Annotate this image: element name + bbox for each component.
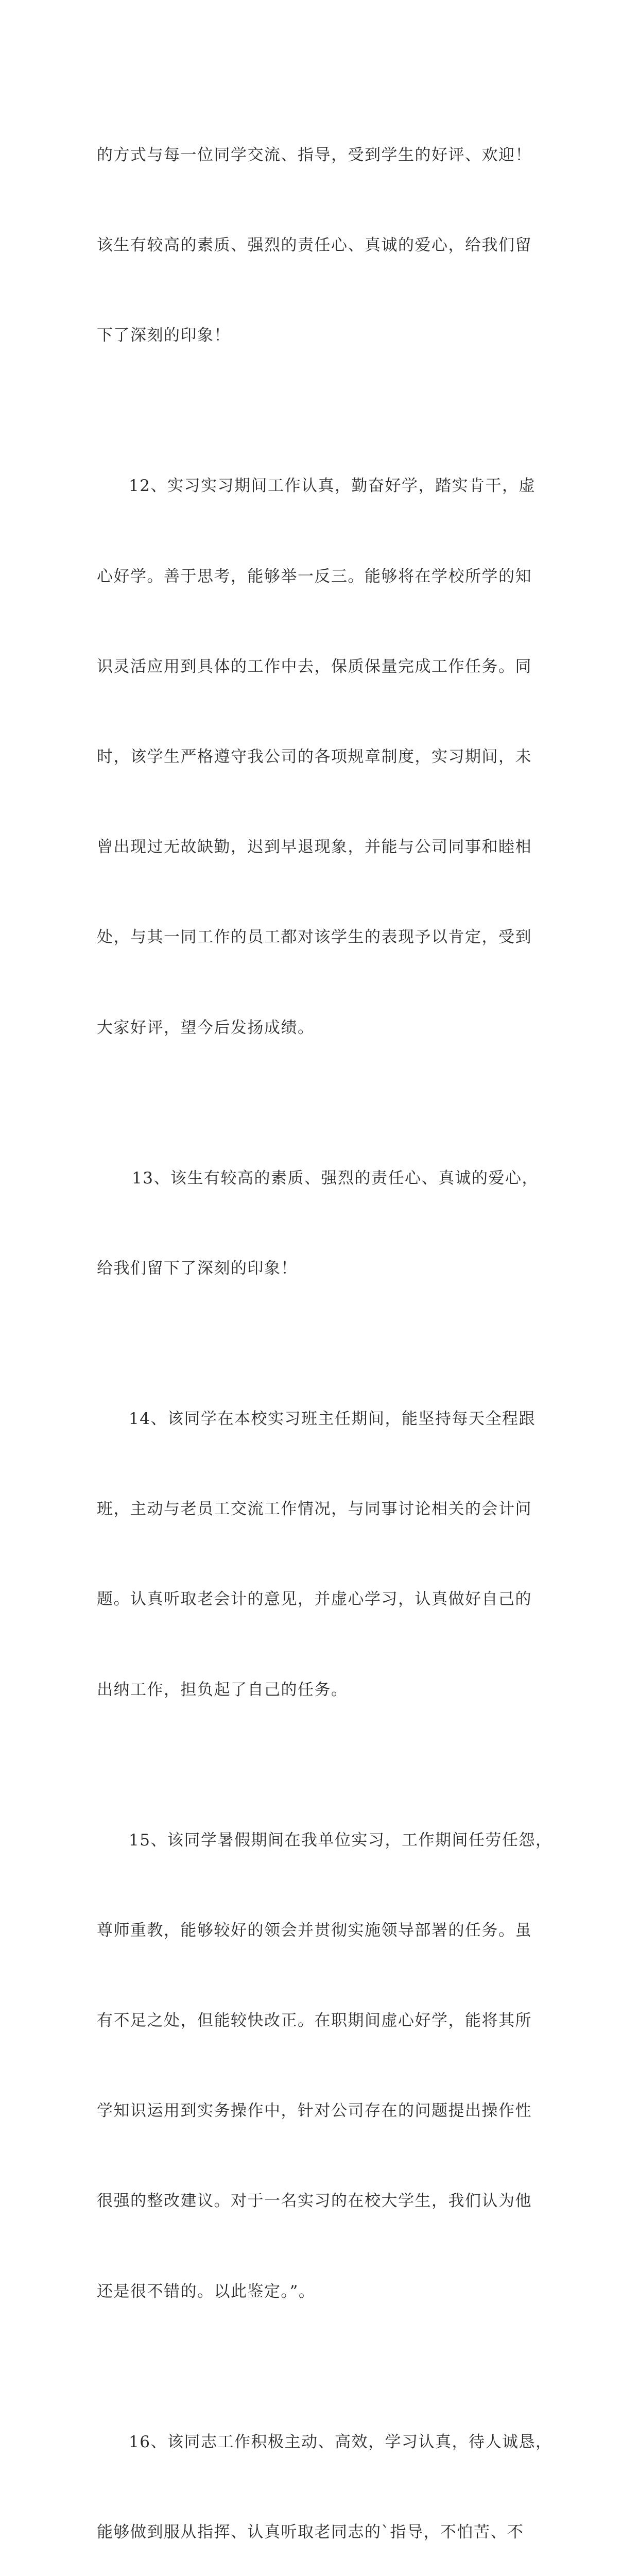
paragraph-item-15 [97, 1765, 552, 2367]
text-line: 该生有较高的素质、强烈的责任心、真诚的爱心，给我们留 [97, 236, 532, 255]
text-line: 的方式与每一位同学交流、指导，受到学生的好评、欢迎！ [97, 145, 532, 164]
text-line: 尊师重教，能够较好的领会并贯彻实施领导部署的任务。虽 [97, 1921, 532, 1940]
text-line: 有不足之处，但能较快改正。在职期间虚心好学，能将其所 [97, 2011, 532, 2030]
text-line: 曾出现过无故缺勤，迟到早退现象，并能与公司同事和睦相 [97, 838, 532, 857]
text-line: 15、该同学暑假期间在我单位实习，工作期间任劳任怨， [129, 1831, 552, 1850]
paragraph-item-13 [97, 1103, 549, 1344]
text-line: 13、该生有较高的素质、强烈的责任心、真诚的爱心， [132, 1168, 539, 1188]
text-line: 12、实习实习期间工作认真，勤奋好学，踏实肯干，虚 [129, 477, 536, 496]
text-line: 能够做到服从指挥、认真听取老同志的`指导，不怕苦、不 [97, 2522, 524, 2541]
text-line: 时，该学生严格遵守我公司的各项规章制度，实习期间，未 [97, 747, 532, 766]
text-line: 给我们留下了深刻的印象！ [97, 1259, 298, 1278]
paragraph-item-12 [97, 411, 549, 1103]
text-line: 心好学。善于思考，能够举一反三。能够将在学校所学的知 [97, 567, 532, 586]
paragraph-item-16 [97, 2367, 552, 2576]
text-line: 很强的整改建议。对于一名实习的在校大学生，我们认为他 [97, 2192, 532, 2211]
text-line: 还是很不错的。以此鉴定。”。 [97, 2282, 316, 2301]
text-line: 下了深刻的印象！ [97, 326, 231, 345]
paragraph-item-14 [97, 1344, 549, 1765]
text-line: 14、该同学在本校实习班主任期间，能坚持每天全程跟 [129, 1409, 536, 1428]
text-line: 班，主动与老员工交流工作情况，与同事讨论相关的会计问 [97, 1500, 532, 1519]
text-line: 学知识运用到实务操作中，针对公司存在的问题提出操作性 [97, 2102, 532, 2121]
paragraph-continuation [97, 80, 549, 411]
text-line: 题。认真听取老会计的意见，并虚心学习，认真做好自己的 [97, 1590, 532, 1609]
text-line: 大家好评，望今后发扬成绩。 [97, 1018, 315, 1037]
text-line: 16、该同志工作积极主动、高效，学习认真，待人诚恳， [129, 2432, 552, 2451]
text-line: 出纳工作，担负起了自己的任务。 [97, 1680, 348, 1699]
text-line: 识灵活应用到具体的工作中去，保质保量完成工作任务。同 [97, 657, 532, 676]
text-line: 处，与其一同工作的员工都对该学生的表现予以肯定，受到 [97, 928, 532, 947]
document-body [97, 80, 552, 2576]
